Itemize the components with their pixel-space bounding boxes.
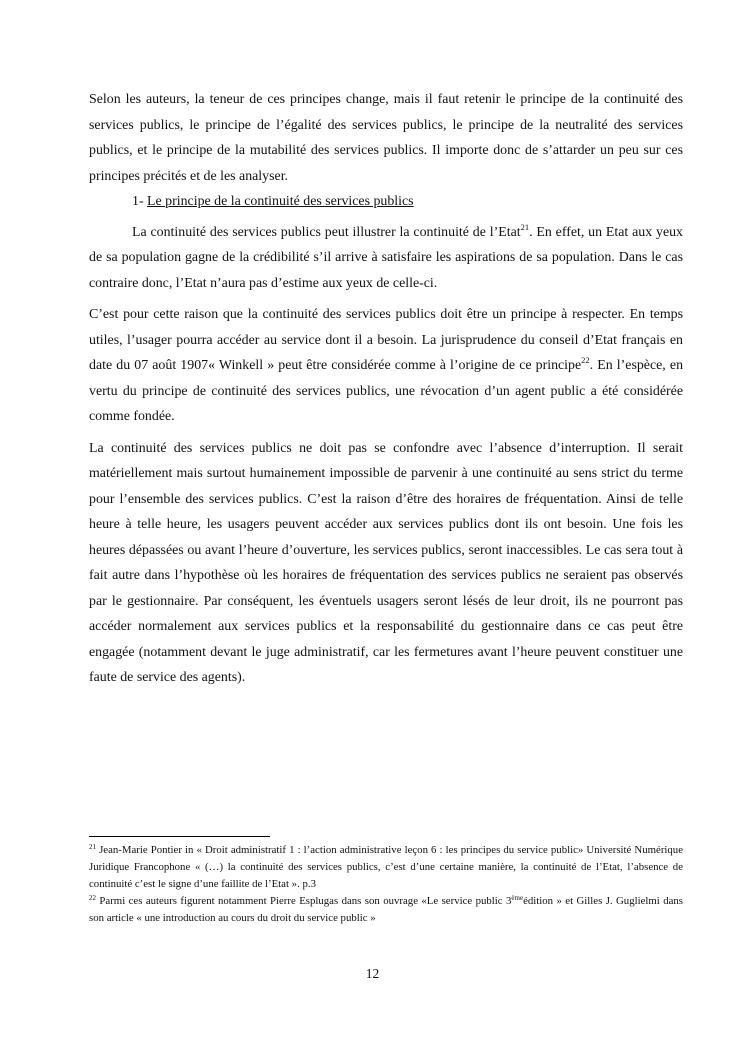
intro-paragraph: Selon les auteurs, la teneur de ces principes change, mais il faut retenir le principe de la continuité des services publics, le principe de l’égalité des services publics, le principe de la neutralité des services publics, et le principe de la mutabilité des services publics. Il importe donc de s’attarder un peu sur ces principes précités et de les analyser. bbox=[89, 92, 683, 184]
footnote-text: édition » et Gilles J. Guglielmi dans son article « une introduction au cours du droit du service public » bbox=[89, 895, 683, 924]
footnote-text: Jean-Marie Pontier in « Droit administratif 1 : l’action administrative leçon 6 : les principes du service public» Université Numérique Juridique Francophone « (…) la continuité des services publics, c’est d’une certaine manière, la continuité de l’Etat, l’absence de continuité c’est le signe d’une faillite de l’Etat ». p.3 bbox=[89, 844, 683, 890]
section-heading bbox=[89, 189, 683, 215]
paragraph-text: . En effet, un Etat aux yeux de sa population gagne de la crédibilité s’il arrive à satisfaire les aspirations de sa population. Dans le cas contraire donc, l’Etat n’aura pas d’estime aux yeux de celle-ci. bbox=[89, 224, 684, 291]
footnote-number: 22 bbox=[89, 894, 96, 902]
footnote-separator bbox=[89, 836, 270, 837]
page-number: 12 bbox=[365, 966, 380, 981]
footnote-number: 21 bbox=[89, 843, 96, 851]
paragraph-continuity-state bbox=[89, 220, 683, 297]
footnote-ref-22[interactable]: 22 bbox=[581, 355, 590, 365]
footnote-ref-21[interactable]: 21 bbox=[520, 221, 530, 232]
footnotes-block bbox=[89, 842, 683, 927]
section-heading-title: Le principe de la continuité des services publics bbox=[147, 194, 414, 209]
body-text-block bbox=[89, 87, 683, 691]
paragraph-jurisprudence bbox=[89, 302, 683, 430]
paragraph-interruption: La continuité des services publics ne doit pas se confondre avec l’absence d’interruption. Il serait matériellement mais surtout humainement impossible de parvenir à une continuité au sens strict du terme pour l’ensemble des services publics. C’est la raison d’être des horaires de fréquentation. Ainsi de telle heure à telle heure, les usagers peuvent accéder aux services publics dont ils ont besoin. Une fois les heures dépassées ou avant l’heure d’ouverture, les services publics, seront inaccessibles. Le cas sera tout à fait autre dans l’hypothèse où les horaires de fréquentation des services publics ne seraient pas observés par le gestionnaire. Par conséquent, les éventuels usagers seront lésés de leur droit, ils ne pourront pas accéder normalement aux services publics et la responsabilité du gestionnaire dans ce cas peut être engagée (notamment devant le juge administratif, car les fermetures avant l’heure peuvent constituer une faute de service des agents). bbox=[89, 440, 683, 685]
section-heading-number: 1- bbox=[132, 194, 148, 209]
footnote-21 bbox=[89, 842, 683, 893]
paragraph-text: C’est pour cette raison que la continuité des services publics doit être un principe à respecter. En temps utiles, l’usager pourra accéder au service dont il a besoin. La jurisprudence du conseil d’Etat français en date du 07 août 1907« Winkell » peut être considérée comme à l’origine de ce principe bbox=[89, 307, 683, 373]
footnote-22 bbox=[89, 893, 683, 927]
paragraph-text: La continuité des services publics peut illustrer la continuité de l’Etat bbox=[132, 224, 521, 240]
paragraph-text: . En l’espèce, en vertu du principe de continuité des services publics, une révocation d’un agent public a été considérée comme fondée. bbox=[89, 358, 684, 424]
footnote-text: Parmi ces auteurs figurent notamment Pierre Esplugas dans son ouvrage «Le service public 3 bbox=[96, 895, 512, 907]
edition-superscript: ème bbox=[511, 894, 524, 902]
